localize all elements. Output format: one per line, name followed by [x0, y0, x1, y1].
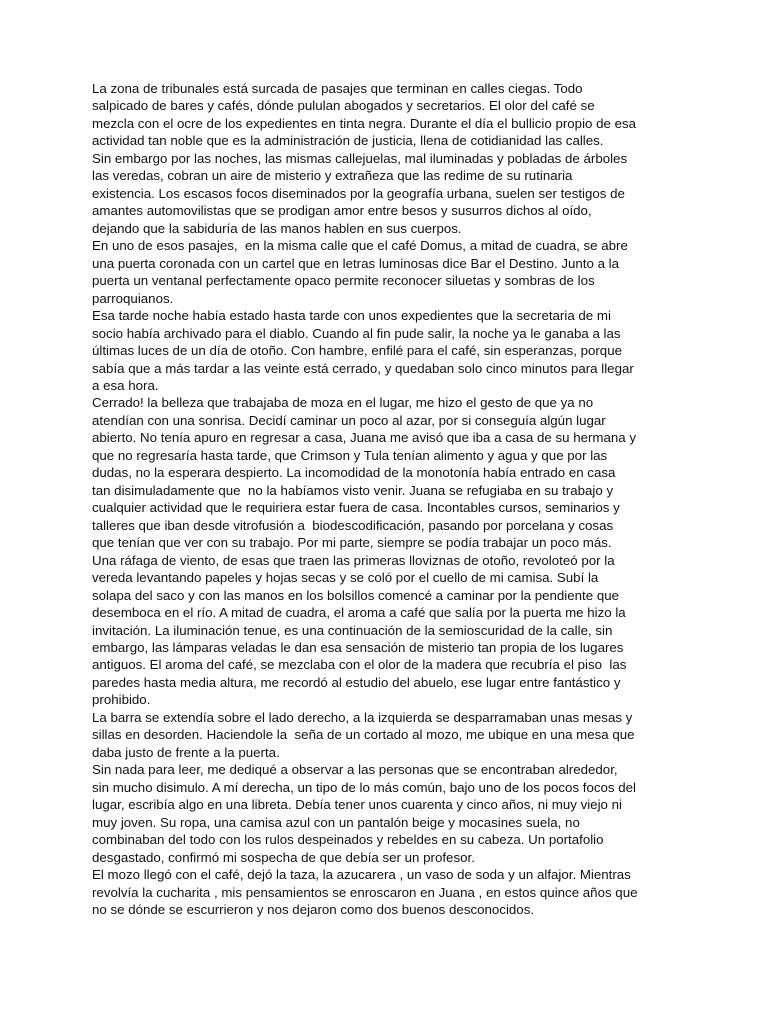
text-line: que tenían que ver con su trabajo. Por mi parte, siempre se podía trabajar un poco más. [92, 535, 612, 551]
text-line: abierto. No tenía apuro en regresar a casa, Juana me avisó que iba a casa de su hermana y [92, 430, 637, 446]
text-line: Una ráfaga de viento, de esas que traen las primeras lloviznas de otoño, revoloteó por la [92, 552, 615, 568]
text-line: sabía que a más tardar a las veinte está cerrado, y quedaban solo cinco minutos para llegar [92, 360, 634, 376]
text-line: prohibido. [92, 692, 151, 708]
text-line: tan disimuladamente que no la habíamos visto venir. Juana se refugiaba en su trabajo y [92, 482, 614, 498]
text-line: combinaban del todo con los rulos despeinados y rebeldes en su cabeza. Un portafolio [92, 832, 604, 848]
text-line: a esa hora. [92, 377, 159, 393]
text-line: Sin embargo por las noches, las mismas callejuelas, mal iluminadas y pobladas de árboles [92, 150, 628, 166]
text-line: socio había archivado para el diablo. Cuando al fin pude salir, la noche ya le ganaba a las [92, 325, 621, 341]
text-line: muy joven. Su ropa, una camisa azul con un pantalón beige y mocasines suela, no [92, 814, 580, 830]
text-line: desemboca en el río. A mitad de cuadra, el aroma a café que salía por la puerta me hizo la [92, 605, 626, 621]
text-line: desgastado, confirmó mi sospecha de que debía ser un profesor. [92, 849, 475, 865]
text-line: parroquianos. [92, 290, 174, 306]
text-line: que no regresaría hasta tarde, que Crimson y Tula tenían alimento y agua y que por las [92, 447, 608, 463]
text-line: vereda levantando papeles y hojas secas y se coló por el cuello de mi camisa. Subí la [92, 570, 599, 586]
text-line: una puerta coronada con un cartel que en letras luminosas dice Bar el Destino. Junto a la [92, 255, 620, 271]
text-line: salpicado de bares y cafés, dónde pululan abogados y secretarios. El olor del café se [92, 98, 595, 114]
text-line: antiguos. El aroma del café, se mezclaba con el olor de la madera que recubría el piso las [92, 657, 627, 673]
text-line: amantes automovilistas que se prodigan amor entre besos y susurros dichos al oído, [92, 203, 592, 219]
text-line: talleres que iban desde vitrofusión a biodescodificación, pasando por porcelana y cosas [92, 517, 614, 533]
text-line: dudas, no la esperara despierto. La incomodidad de la monotonía había entrado en casa [92, 465, 616, 481]
text-line: sin mucho disimulo. A mí derecha, un tipo de lo más común, bajo uno de los pocos focos del [92, 779, 637, 795]
text-line: invitación. La iluminación tenue, es una continuación de la semioscuridad de la calle, sin [92, 622, 613, 638]
text-line: cualquier actividad que le requiriera estar fuera de casa. Incontables cursos, seminarios y [92, 500, 620, 516]
text-line: paredes hasta media altura, me recordó al estudio del abuelo, ese lugar entre fantástico y [92, 674, 621, 690]
text-line: existencia. Los escasos focos diseminados por la geografía urbana, suelen ser testigos de [92, 185, 625, 201]
text-line: mezcla con el ocre de los expedientes en tinta negra. Durante el día el bullicio propio de esa [92, 115, 637, 131]
text-line: El mozo llegó con el café, dejó la taza, la azucarera , un vaso de soda y un alfajor. Mientras [92, 867, 631, 883]
text-line: dejando que la sabiduría de las manos hablen en sus cuerpos. [92, 220, 462, 236]
text-line: Esa tarde noche había estado hasta tarde con unos expedientes que la secretaria de mi [92, 308, 611, 324]
text-line: no se dónde se escurrieron y nos dejaron como dos buenos desconocidos. [92, 902, 535, 918]
text-line: últimas luces de un día de otoño. Con hambre, enfilé para el café, sin esperanzas, porque [92, 343, 622, 359]
text-line: las veredas, cobran un aire de misterio y extrañeza que las redime de su rutinaria [92, 168, 573, 184]
text-line: puerta un ventanal perfectamente opaco permite reconocer siluetas y sombras de los [92, 273, 595, 289]
text-line: atendían con una sonrisa. Decidí caminar un poco al azar, por si conseguía algún lugar [92, 412, 606, 428]
text-line: solapa del saco y con las manos en los bolsillos comencé a caminar por la pendiente que [92, 587, 620, 603]
text-line: actividad tan noble que es la administración de justicia, llena de cotidianidad las calles. [92, 133, 604, 149]
document-text [92, 80, 692, 919]
text-line: Sin nada para leer, me dediqué a observar a las personas que se encontraban alrededor, [92, 762, 618, 778]
text-line: revolvía la cucharita , mis pensamientos se enroscaron en Juana , en estos quince años que [92, 884, 638, 900]
text-line: sillas en desorden. Haciendole la seña de un cortado al mozo, me ubique en una mesa que [92, 727, 635, 743]
text-line: embargo, las lámparas veladas le dan esa sensación de misterio tan propia de los lugares [92, 640, 624, 655]
text-line: En uno de esos pasajes, en la misma calle que el café Domus, a mitad de cuadra, se abre [92, 238, 628, 254]
text-line: lugar, escribía algo en una libreta. Debía tener unos cuarenta y cinco años, ni muy viejo ni [92, 797, 622, 813]
text-line: La zona de tribunales está surcada de pasajes que terminan en calles ciegas. Todo [92, 81, 583, 96]
text-line: Cerrado! la belleza que trabajaba de moza en el lugar, me hizo el gesto de que ya no [92, 395, 594, 411]
text-line: daba justo de frente a la puerta. [92, 744, 280, 760]
text-line: La barra se extendía sobre el lado derecho, a la izquierda se desparramaban unas mesas y [92, 709, 633, 725]
